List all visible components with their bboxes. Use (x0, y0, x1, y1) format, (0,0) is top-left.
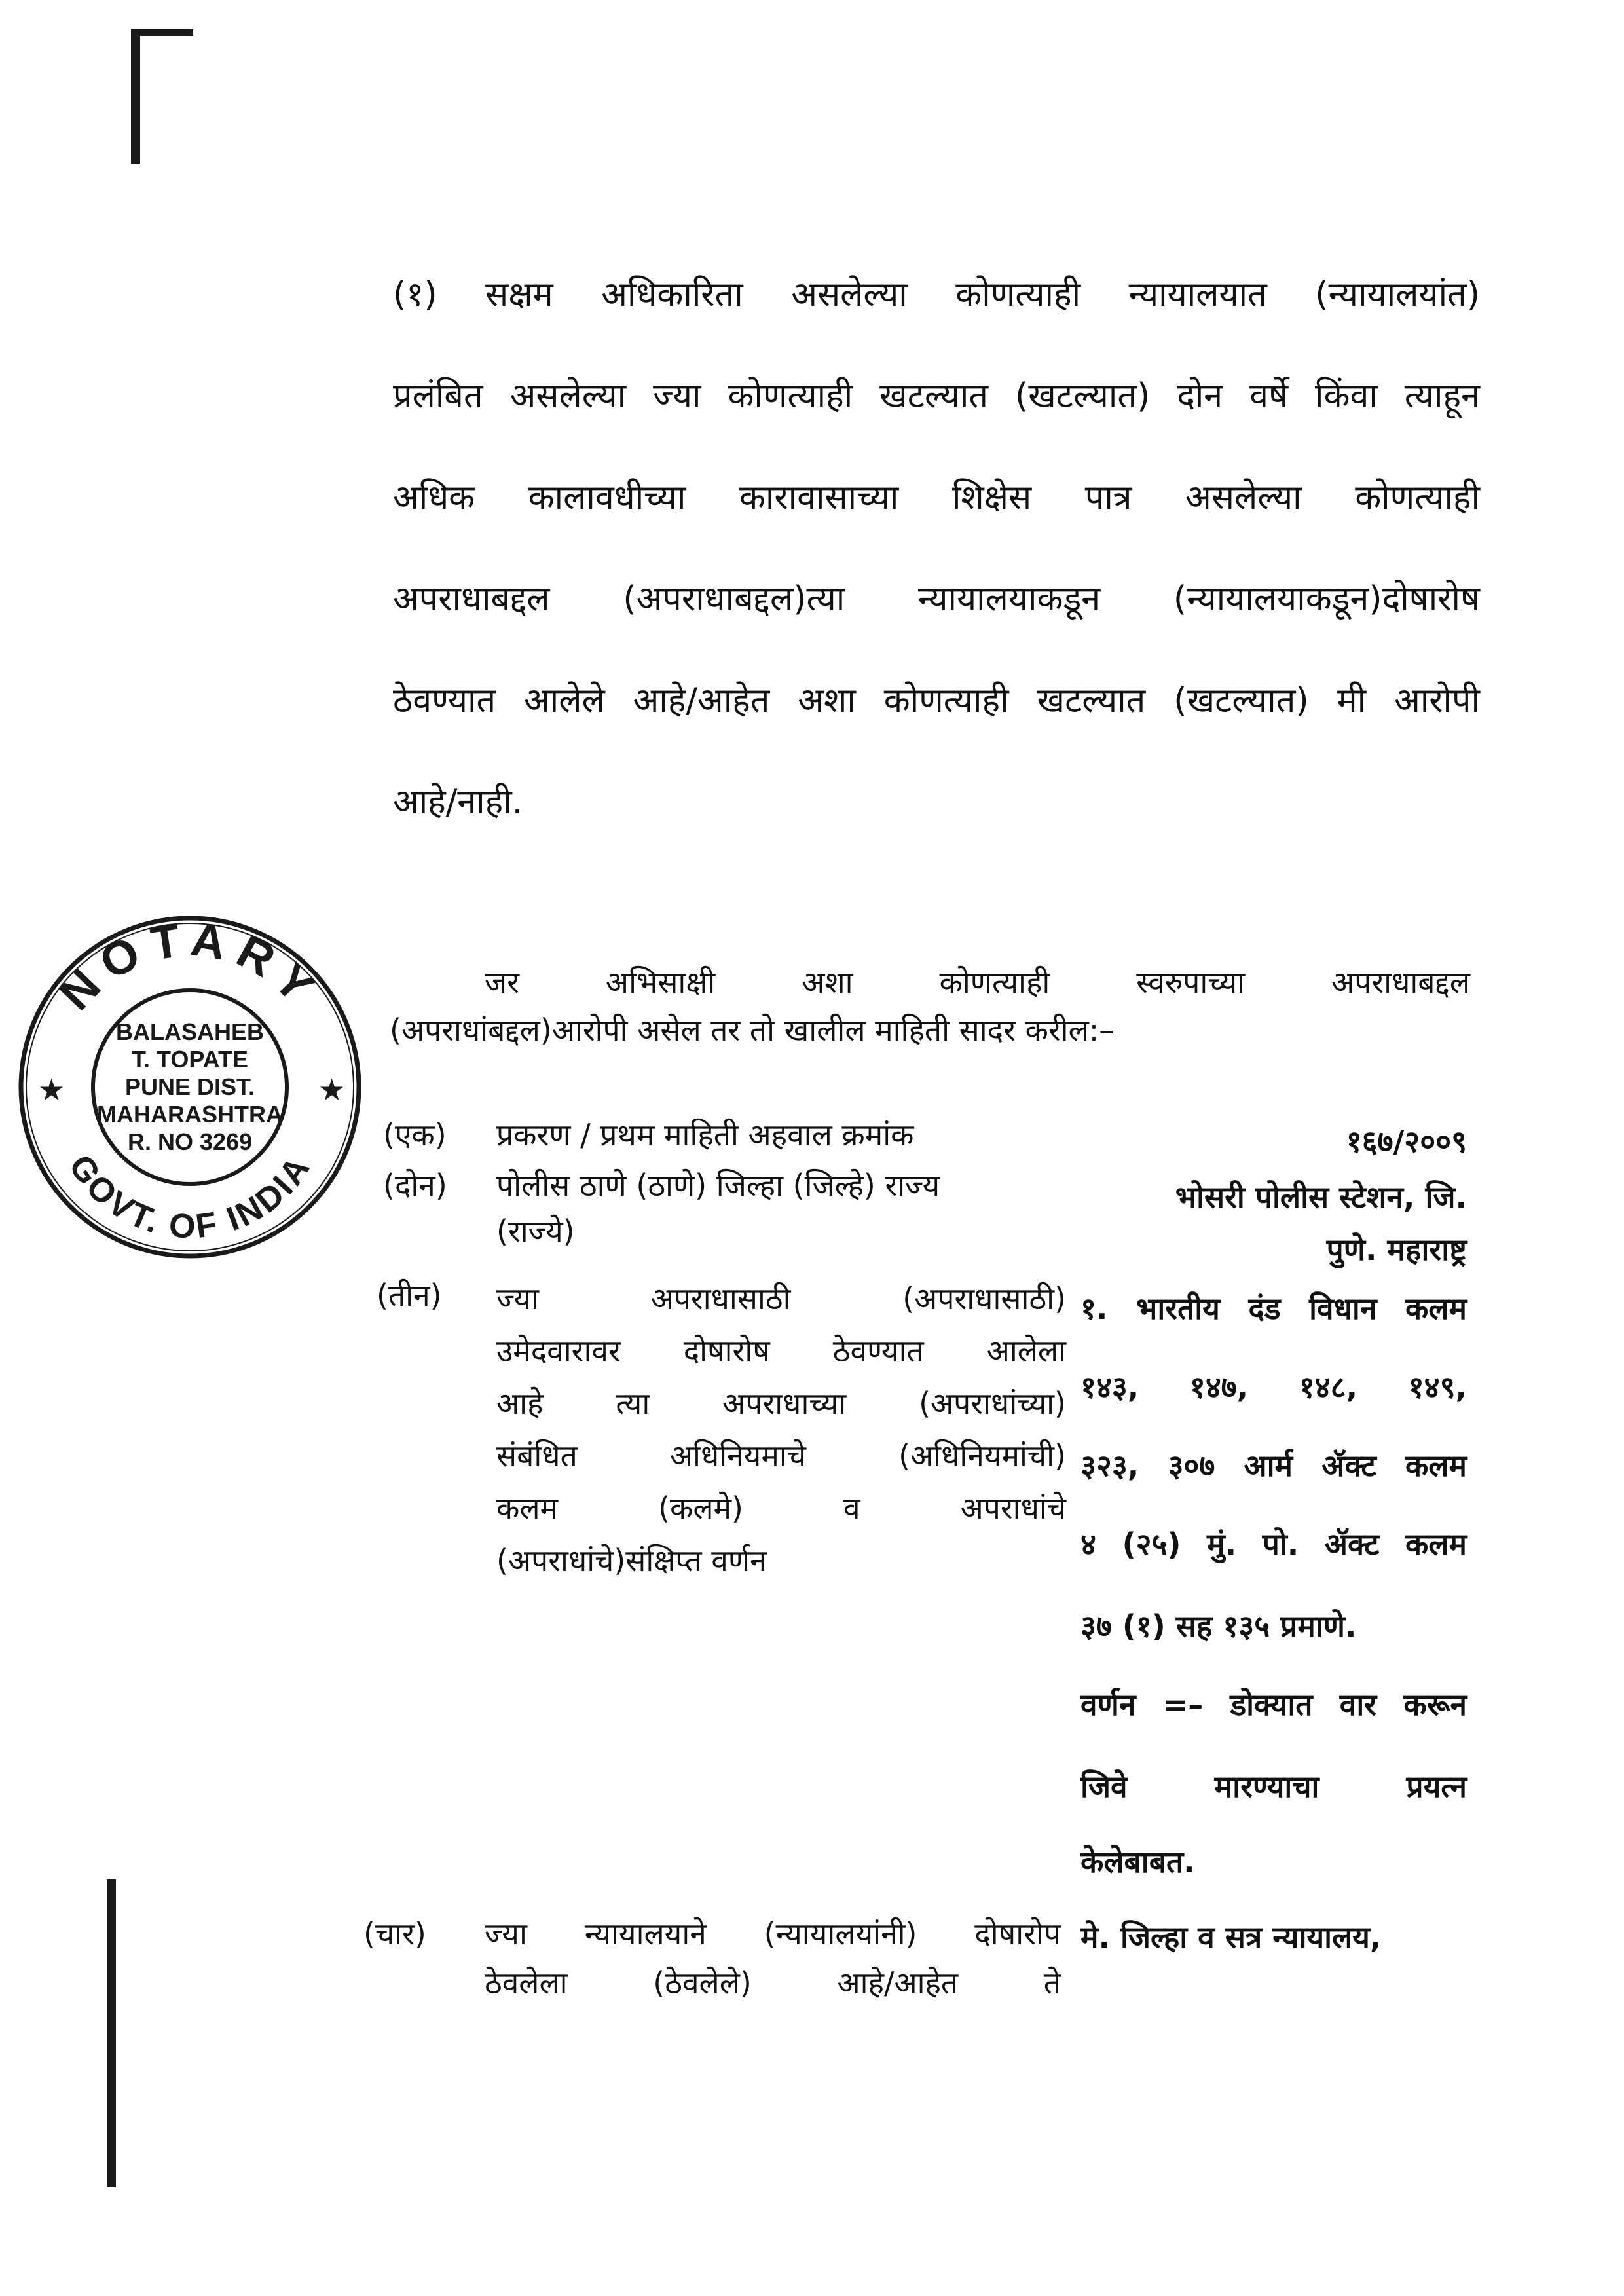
notary-stamp (7, 904, 373, 1270)
item-label: (तीन) (377, 1278, 442, 1313)
item-question: पोलीस ठाणे (ठाणे) जिल्हा (जिल्हे) राज्य (496, 1168, 940, 1203)
paragraph-line: अपराधाबद्दल (अपराधाबद्दल)त्या न्यायालयाकडून (न्यायालयाकडून)दोषारोष (393, 580, 1480, 619)
scan-corner-mark-top-bar (131, 29, 193, 36)
item-question: संबंधित अधिनियमाचे (अधिनियमांची) (496, 1438, 1066, 1473)
item-answer: भोसरी पोलीस स्टेशन, जि. (1175, 1179, 1467, 1215)
paragraph-line: ठेवण्यात आलेले आहे/आहेत अशा कोणत्याही खटल्यात (खटल्यात) मी आरोपी (393, 681, 1480, 720)
item-label: (दोन) (383, 1168, 447, 1203)
item-question: ज्या न्यायालयाने (न्यायालयांनी) दोषारोप (485, 1916, 1061, 1952)
item-question: प्रकरण / प्रथम माहिती अहवाल क्रमांक (496, 1117, 914, 1153)
item-answer: वर्णन =– डोक्यात वार करून (1080, 1687, 1467, 1722)
stamp-district-line: PUNE DIST. (124, 1073, 255, 1100)
scan-margin-mark-bottom (107, 1879, 116, 2187)
stamp-name-line: T. TOPATE (131, 1046, 249, 1073)
item-answer: केलेबाबत. (1080, 1844, 1195, 1879)
item-label: (एक) (383, 1117, 447, 1153)
item-answer: १४३, १४७, १४८, १४९, (1080, 1369, 1467, 1405)
star-icon: ★ (38, 1072, 65, 1107)
item-question: कलम (कलमे) व अपराधांचे (496, 1491, 1066, 1526)
item-question: उमेदवारावर दोषारोष ठेवण्यात आलेला (496, 1333, 1066, 1369)
item-question: आहे त्या अपराधाच्या (अपराधांच्या) (496, 1386, 1066, 1421)
stamp-name-line: BALASAHEB (115, 1018, 265, 1045)
stamp-state-line: MAHARASHTRA (97, 1101, 283, 1128)
paragraph-line: आहे/नाही. (393, 783, 523, 822)
paragraph-line: (१) सक्षम अधिकारिता असलेल्या कोणत्याही न्यायालयात (न्यायालयांत) (393, 275, 1480, 314)
paragraph-line: प्रलंबित असलेल्या ज्या कोणत्याही खटल्यात (खटल्यात) दोन वर्षे किंवा त्याहून (393, 377, 1480, 416)
item-answer: १. भारतीय दंड विधान कलम (1080, 1291, 1467, 1326)
item-answer: ३७ (१) सह १३५ प्रमाणे. (1080, 1608, 1357, 1644)
stamp-top-text: NOTARY (49, 913, 331, 1020)
item-question: ज्या अपराधासाठी (अपराधासाठी) (496, 1281, 1066, 1316)
paragraph-line: अधिक कालावधीच्या कारावासाच्या शिक्षेस पात्र असलेल्या कोणत्याही (393, 478, 1480, 517)
item-question: (अपराधांचे)संक्षिप्त वर्णन (496, 1543, 767, 1578)
stamp-reg-line: R. NO 3269 (127, 1128, 253, 1155)
item-label: (चार) (363, 1916, 426, 1952)
item-answer: जिवे मारण्याचा प्रयत्न (1080, 1769, 1467, 1804)
scan-corner-mark-top (131, 29, 140, 164)
item-answer: पुणे. महाराष्ट्र (1326, 1232, 1467, 1267)
item-question: (राज्ये) (496, 1213, 575, 1249)
item-answer: ४ (२५) मुं. पो. ॲक्ट कलम (1080, 1527, 1467, 1562)
intro-line: (अपराधांबद्दल)आरोपी असेल तर तो खालील माहिती सादर करील:– (390, 1012, 1115, 1048)
stamp-bottom-text: GOVT. OF INDIA (61, 1148, 319, 1246)
item-answer: मे. जिल्हा व सत्र न्यायालय, (1080, 1919, 1382, 1955)
intro-line: जर अभिसाक्षी अशा कोणत्याही स्वरुपाच्या अपराधाबद्दल (485, 965, 1470, 1000)
item-answer: ३२३, ३०७ आर्म ॲक्ट कलम (1080, 1448, 1467, 1483)
star-icon: ★ (318, 1072, 346, 1107)
item-question: ठेवलेला (ठेवलेले) आहे/आहेत ते (485, 1965, 1061, 2001)
item-answer: १६७/२००९ (1346, 1124, 1467, 1159)
